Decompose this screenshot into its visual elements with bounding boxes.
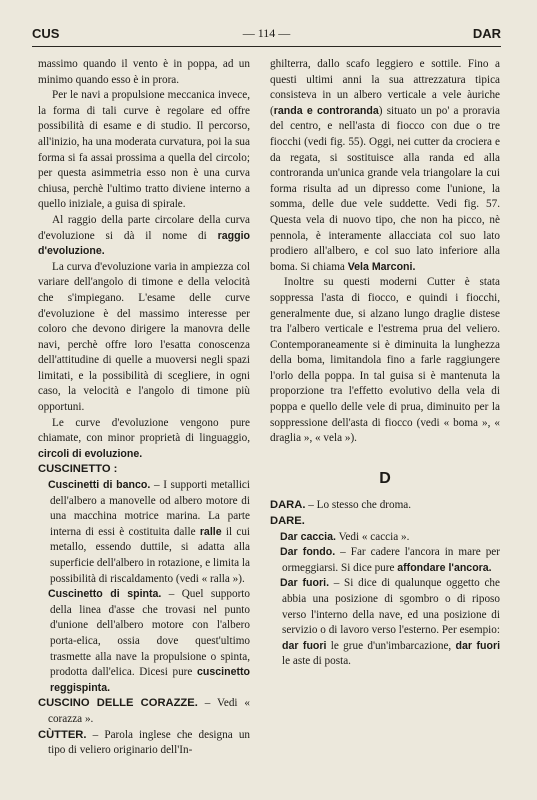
entry-headword: CUSCINETTO : — [38, 463, 118, 476]
entry-headword: CÙTTER. — [38, 728, 87, 741]
text: – Si dice di qualunque oggetto che abbia una posizione di sgombro o di riposo verso l'interno della nave, ed una posizione di servizio o di lavoro verso l'esterno. Per esempio: — [282, 577, 500, 637]
term: cuscinetto reggispinta. — [50, 666, 250, 694]
term: Dar caccia. — [280, 530, 336, 543]
term: dar fuori — [455, 639, 501, 652]
term: Dar fondo. — [280, 546, 336, 559]
text: le grue d'un'imbarcazione, — [330, 639, 452, 652]
paragraph — [270, 57, 500, 275]
text: ) situato un po' a proravia del centro, e nell'asta di fiocco con due o tre fiocchi (vedi fig. 55). Oggi, nei cutter da crociera e da regata, si sostituisce alla randa ed alla controranda un'unica grande vela triangolare la cui forma risulta ad un dipresso come l'unione, la somma, delle due vele suddette. Vedi fig. 57. Questa vela di nuovo tipo, che non ha picco, nè pennola, è interamente allacciata col suo lato prodiero all'albero, e col suo lato inferiore alla boma. Si chiama — [270, 104, 501, 273]
paragraph: La curva d'evoluzione varia in ampiezza col variare dell'angolo di timone e della velocità che s'impiegano. L'esame delle curve d'evoluzione è del massimo interesse per coloro che devono dirigere la manovra delle navi, perchè offre loro l'esatta conoscenza dell'attitudine di quelle a muoversi negli spazi limitati, e la possibilità di scegliere, in ogni caso, la velocità e l'angolo di timone più opportuni. — [38, 260, 250, 414]
running-header — [32, 26, 501, 44]
text: il cui metallo, essendo duttile, si adatta alla superficie dell'albero in rotazione, e limita la possibilità di riscaldamento (vedi « ralla »). — [50, 525, 251, 585]
entry-headword: CUSCINO DELLE CORAZZE. — [38, 697, 198, 710]
term: controranda — [316, 104, 379, 117]
section-letter-glyph: D — [379, 469, 391, 487]
paragraph: massimo quando il vento è in poppa, ad un minimo quando esso è in prora. — [38, 58, 250, 86]
paragraph — [38, 416, 250, 463]
term: circoli di evoluzione. — [38, 447, 143, 460]
entry-cuscinetto — [38, 462, 250, 478]
paragraph: Per le navi a propulsione meccanica invece, la forma di tali curve è regolare ed offre possibilità di esame e di studio. Il percorso, all'inizio, ha una moderata curvatura, poi la sua forma si fa assai prossima a quella del circolo; per questa asimmetria esso non è una curva chiusa, perchè l'ultimo tratto diviene interno a quello iniziale, a guisa di spirale. — [38, 89, 250, 211]
term: e — [306, 104, 313, 117]
entry-dare — [270, 514, 500, 530]
text: – Lo stesso che droma. — [308, 499, 412, 512]
term: Dar fuori. — [280, 577, 330, 590]
entry-cutter — [38, 728, 250, 759]
text: le aste di posta. — [282, 655, 351, 668]
page-number: — 114 — — [242, 26, 291, 40]
subentry-banco — [38, 478, 250, 587]
header-left-guideword: CUS — [32, 26, 60, 41]
text: – Quel supporto della linea d'asse che trovasi nel punto d'unione dell'albero motore con l'albero porta-elica, ossia dove quest'ultimo trasmette alla nave la propulsione o spinta, prodotta dall'elica. Dicesi pure — [50, 588, 251, 679]
term: ralle — [199, 525, 222, 538]
term: Vela Marconi. — [347, 260, 416, 273]
term: affondare l'ancora. — [397, 561, 492, 574]
text: – Vedi « corazza ». — [48, 697, 250, 725]
entry-headword: DARE. — [270, 515, 305, 528]
left-column — [38, 57, 250, 759]
term: dar fuori — [282, 639, 327, 652]
text: – Parola inglese che designa un tipo di veliero originario dell'In- — [48, 728, 251, 757]
paragraph — [38, 213, 250, 260]
term: Cuscinetti di banco. — [48, 479, 151, 492]
term: randa — [273, 104, 303, 117]
right-column — [270, 57, 500, 670]
entry-cuscino-corazze — [38, 696, 250, 727]
section-letter — [270, 471, 500, 489]
entry-headword: DARA. — [270, 499, 306, 512]
text: Al raggio della parte circolare della curva d'evoluzione si dà il nome di — [38, 213, 250, 242]
entry-dara — [270, 498, 500, 514]
subentry-spinta — [38, 587, 250, 696]
header-rule — [32, 46, 501, 47]
term: Cuscinetto di spinta. — [48, 588, 162, 601]
text: ghilterra, dallo scafo leggiero e sottile. Fino a questi ultimi anni la sua attrezzatura tipica consisteva in un albero verticale a vele àuriche ( — [270, 58, 500, 117]
subentry-dar-caccia — [270, 530, 500, 546]
paragraph: Inoltre su questi moderni Cutter è stata soppressa l'asta di fiocco, e quindi i fiocchi, generalmente due, si alzano lungo draglie distese tra l'albero verticale e l'estrema prua del veliero. Contemporaneamente si è diminuita la lunghezza della boma, limitandola fino a farle raggiungere l'orlo della poppa. In tal guisa si è mantenuta la proporzione tra l'effetto evolutivo della vela di poppa e quello delle vele di prua, diminuito per la soppressione dell'asta di fiocco (vedi « boma », « draglia », « vela »). — [270, 276, 500, 445]
subentry-dar-fondo — [270, 545, 500, 576]
text: – I supporti metallici dell'albero a manovelle od albero motore di una macchina motrice marina. La parte interna di essi è costituita dalle — [50, 479, 250, 538]
header-right-guideword: DAR — [472, 26, 501, 41]
subentry-dar-fuori — [270, 576, 500, 670]
term: raggio d'evoluzione. — [38, 229, 250, 258]
text: Le curve d'evoluzione vengono pure chiamate, con minor proprietà di linguaggio, — [38, 416, 250, 445]
text: – Far cadere l'ancora in mare per ormeggiarsi. Si dice pure — [282, 546, 501, 574]
text: Vedi « caccia ». — [338, 530, 410, 543]
